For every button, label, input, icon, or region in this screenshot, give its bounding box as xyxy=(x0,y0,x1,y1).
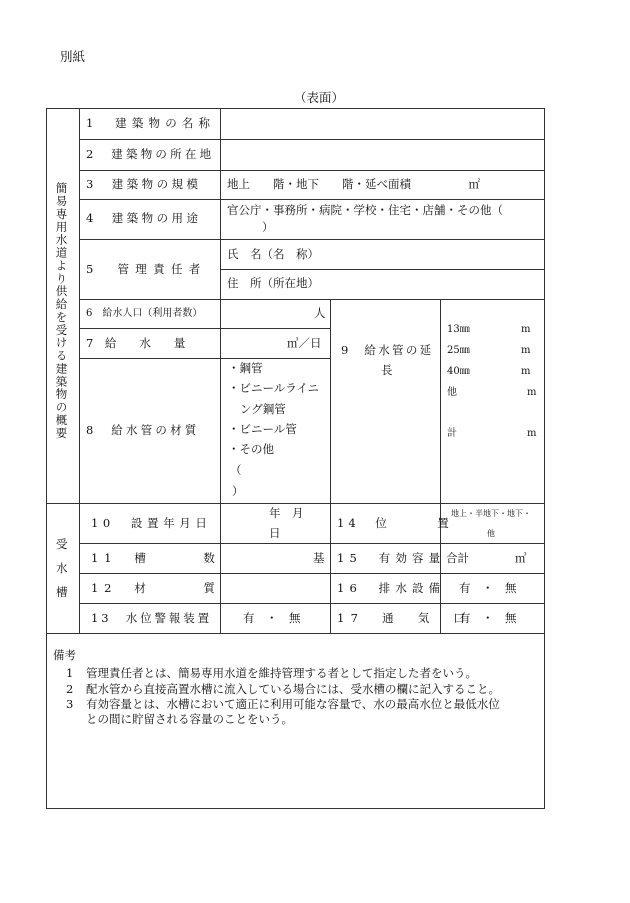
row14-line2: 他 xyxy=(487,529,495,538)
row9-unit-other: m xyxy=(527,387,537,398)
row9-label-line2: 長 xyxy=(381,363,393,377)
row9-size-25: 25㎜ xyxy=(447,345,470,356)
row9-unit-40: m xyxy=(521,366,531,377)
row16-value: 有 ・ 無 xyxy=(459,581,517,595)
row10-line1: 年 月 xyxy=(269,506,304,520)
row4-label: 4 建築物の用途 xyxy=(86,211,202,225)
row10-line2: 日 xyxy=(269,526,281,540)
note-3-text: 有効容量とは、水槽において適正に利用可能な容量で、水の最高水位と最低水位 xyxy=(86,697,500,711)
section-tank-char-3: 槽 xyxy=(56,585,68,599)
row11-unit: 基 xyxy=(313,551,325,565)
row8-option-paren-open: （ xyxy=(230,463,242,477)
row12-label: 12 材 質 xyxy=(91,581,221,595)
row9-unit-25: m xyxy=(521,345,531,356)
row9-size-other: 他 xyxy=(447,387,457,398)
attachment-label: 別紙 xyxy=(60,49,86,64)
row3-value: 地上 階・地下 階・延べ面積 ㎡ xyxy=(227,177,480,191)
row17-label: 17 通 気 口 xyxy=(337,611,472,625)
row11-label: 11 槽 数 xyxy=(91,551,221,565)
row4-value-line1: 官公庁・事務所・病院・学校・住宅・店舗・その他（ xyxy=(227,203,503,217)
row8-option-3: ・ビニール管 xyxy=(228,422,297,436)
section-tank-char-2: 水 xyxy=(56,561,68,575)
row9-size-40: 40㎜ xyxy=(447,366,470,377)
row15-label: 15 有効容量 xyxy=(337,551,446,565)
row14-line1: 地上・半地下・地下・ xyxy=(451,509,531,518)
row7-label: 7 給 水 量 xyxy=(86,336,186,350)
row4-value-line2: ） xyxy=(262,220,274,234)
section-tank-char-1: 受 xyxy=(56,537,68,551)
note-2-num: 2 xyxy=(66,682,74,696)
row8-option-2b: ング鋼管 xyxy=(240,402,286,416)
side-label: （表面） xyxy=(294,90,345,105)
note-3-text-continued: との間に貯留される容量のことをいう。 xyxy=(86,712,293,726)
row9-label-line1: 9 給水管の延 xyxy=(341,343,434,357)
row14-label: 14 位 置 xyxy=(337,516,453,530)
row8-option-paren-close: ） xyxy=(232,484,244,498)
row9-unit-total: m xyxy=(527,428,537,439)
row8-label: 8 給水管の材質 xyxy=(86,423,200,437)
row5-address: 住 所（所在地） xyxy=(227,276,319,290)
note-1-text: 管理責任者とは、簡易専用水道を維持管理する者として指定した者をいう。 xyxy=(86,666,477,680)
row8-option-1: ・鋼管 xyxy=(228,361,263,375)
row13-label: 13 水位警報装置 xyxy=(91,611,213,625)
row5-label: 5 管理責任者 xyxy=(86,262,207,276)
note-2-text: 配水管から直接高置水槽に流入している場合には、受水槽の欄に記入すること。 xyxy=(86,682,500,696)
row16-label: 16 排水設備 xyxy=(337,581,446,595)
row9-size-total: 計 xyxy=(447,428,457,439)
notes-title: 備考 xyxy=(53,648,76,662)
row13-value: 有 ・ 無 xyxy=(243,611,301,625)
row17-value: 有 ・ 無 xyxy=(459,611,517,625)
row8-option-4: ・その他 xyxy=(228,442,274,456)
row9-size-13: 13㎜ xyxy=(447,324,470,335)
row10-label: 10 設置年月日 xyxy=(91,516,212,530)
row7-unit: ㎥／日 xyxy=(287,336,322,350)
section-building-label: 簡易専用水道より供給を受ける建築物の概要 xyxy=(54,182,69,440)
row9-unit-13: m xyxy=(521,324,531,335)
row6-unit: 人 xyxy=(314,306,326,320)
row2-label: 2 建築物の所在地 xyxy=(86,147,215,161)
row8-option-2: ・ビニールライニ xyxy=(228,381,319,395)
row1-label: 1 建築物の名称 xyxy=(86,116,216,130)
row5-name: 氏 名（名 称） xyxy=(227,247,319,261)
note-3-num: 3 xyxy=(66,697,74,711)
row15-value: 合計 ㎥ xyxy=(446,551,527,565)
row6-label: 6 給水人口（利用者数） xyxy=(86,308,203,319)
note-1-num: 1 xyxy=(66,666,74,680)
row3-label: 3 建築物の規模 xyxy=(86,177,202,191)
